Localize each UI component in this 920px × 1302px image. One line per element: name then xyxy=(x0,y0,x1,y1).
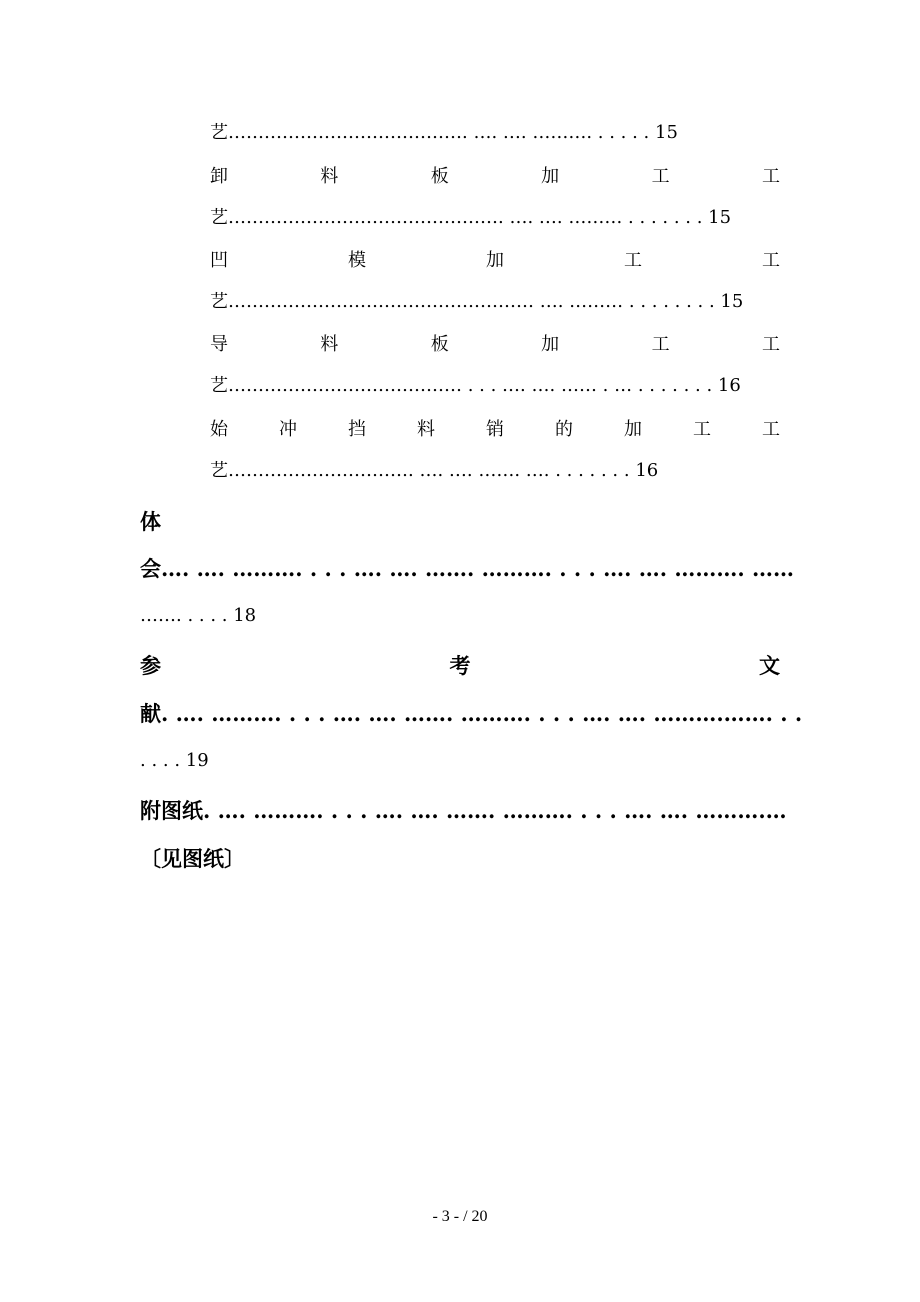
title-char: 销 xyxy=(486,419,504,440)
title-char: 考 xyxy=(449,653,471,678)
title-char: 凹 xyxy=(210,250,228,271)
title-char: 工 xyxy=(762,419,780,440)
title-char: 加 xyxy=(624,419,642,440)
title-char: 板 xyxy=(430,166,449,187)
toc-leader-line: 艺………………………………… . . . …. …. …… . … . . . . . . . 16 xyxy=(210,375,741,396)
title-char: 参 xyxy=(140,653,161,678)
title-char: 文 xyxy=(759,653,780,678)
toc-main-note: 〔见图纸〕 xyxy=(140,846,245,871)
title-char: 卸 xyxy=(210,166,228,187)
toc-leader-line: 艺…………………………………. …. …. ………. . . . . . 15 xyxy=(210,122,678,143)
toc-main-leader: 附图纸. …. ………. . . . …. …. ……. ………. . . . …. …. ……….… xyxy=(140,798,787,823)
toc-leader-line: 艺………………………………………. …. …. ……… . . . . . . . 15 xyxy=(210,207,732,228)
title-char: 工 xyxy=(651,334,670,355)
toc-leader-line: 艺…………………………. …. …. ……. …. . . . . . . . 16 xyxy=(210,460,659,481)
toc-main-leader: 献. …. ………. . . . …. …. ……. ………. . . . …. …. ……….……. . . xyxy=(140,701,803,726)
title-char: 模 xyxy=(348,250,366,271)
title-char: 工 xyxy=(761,166,780,187)
title-char: 料 xyxy=(320,166,339,187)
title-char: 料 xyxy=(320,334,339,355)
title-char: 始 xyxy=(210,419,228,440)
title-char: 工 xyxy=(693,419,711,440)
title-char: 挡 xyxy=(348,419,366,440)
title-char: 加 xyxy=(541,334,560,355)
toc-entry-title xyxy=(210,252,780,270)
title-char: 加 xyxy=(486,250,504,271)
page-number: - 3 - / 20 xyxy=(432,1208,488,1225)
title-char: 工 xyxy=(651,166,670,187)
title-char: 导 xyxy=(210,334,228,355)
title-char: 料 xyxy=(417,419,435,440)
toc-main-continuation: ……. . . . . 18 xyxy=(140,605,257,626)
title-char: 工 xyxy=(761,334,780,355)
title-char: 工 xyxy=(624,250,642,271)
toc-main-leader: 会…. …. ………. . . . …. …. ……. ………. . . . …. …. ………. …… xyxy=(140,556,794,581)
title-char: 的 xyxy=(555,419,573,440)
title-char: 板 xyxy=(430,334,449,355)
toc-main-title: 体 xyxy=(140,509,161,534)
toc-main-title-spread xyxy=(140,655,780,676)
toc-main-continuation: . . . . 19 xyxy=(140,750,209,771)
toc-entry-title xyxy=(210,421,780,439)
toc-entry-title xyxy=(210,168,780,186)
toc-leader-line: 艺…………………………………………… …. ……… . . . . . . . . 15 xyxy=(210,291,744,312)
toc-entry-title xyxy=(210,336,780,354)
title-char: 加 xyxy=(541,166,560,187)
title-char: 冲 xyxy=(279,419,297,440)
title-char: 工 xyxy=(762,250,780,271)
